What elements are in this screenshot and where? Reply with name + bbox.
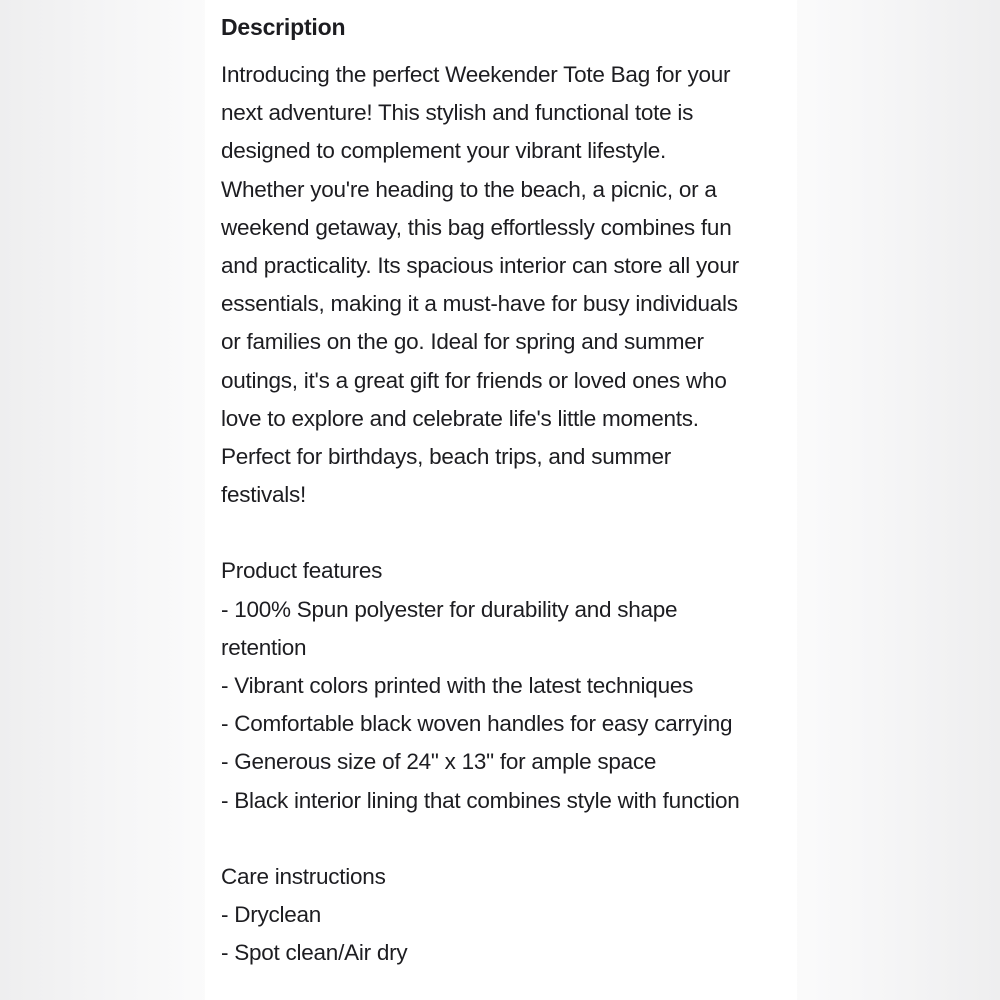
description-line: love to explore and celebrate life's little moments. (221, 405, 699, 431)
description-line: Perfect for birthdays, beach trips, and summer (221, 443, 671, 469)
feature-item: - Comfortable black woven handles for easy carrying (221, 711, 733, 737)
feature-item: - Black interior lining that combines style with function (221, 787, 740, 813)
care-list (221, 896, 781, 972)
features-list (221, 591, 781, 820)
description-panel (205, 0, 797, 1000)
description-line: outings, it's a great gift for friends or loved ones who (221, 367, 727, 393)
right-backdrop (790, 0, 1000, 1000)
description-line: essentials, making it a must-have for busy individuals (221, 291, 738, 317)
care-item: - Spot clean/Air dry (221, 940, 408, 966)
description-line: Whether you're heading to the beach, a picnic, or a (221, 176, 717, 202)
feature-item: - Generous size of 24" x 13" for ample space (221, 749, 657, 775)
feature-item: - Vibrant colors printed with the latest techniques (221, 673, 694, 698)
paragraph-gap (221, 820, 781, 858)
description-heading: Description (221, 14, 346, 40)
description-line: designed to complement your vibrant lifestyle. (221, 138, 666, 164)
care-heading: Care instructions (221, 863, 386, 889)
feature-item: retention (221, 634, 307, 660)
description-line: festivals! (221, 482, 307, 508)
description-body (221, 56, 781, 514)
left-backdrop (0, 0, 210, 1000)
paragraph-gap (221, 514, 781, 552)
description-line: or families on the go. Ideal for spring and summer (221, 329, 704, 355)
feature-item: - 100% Spun polyester for durability and shape (221, 596, 678, 622)
features-heading: Product features (221, 558, 383, 584)
care-item: - Dryclean (221, 902, 322, 928)
description-line: and practicality. Its spacious interior can store all your (221, 252, 739, 278)
description-line: weekend getaway, this bag effortlessly combines fun (221, 214, 732, 240)
description-line: Introducing the perfect Weekender Tote Bag for your (221, 62, 731, 87)
description-line: next adventure! This stylish and functional tote is (221, 100, 694, 126)
